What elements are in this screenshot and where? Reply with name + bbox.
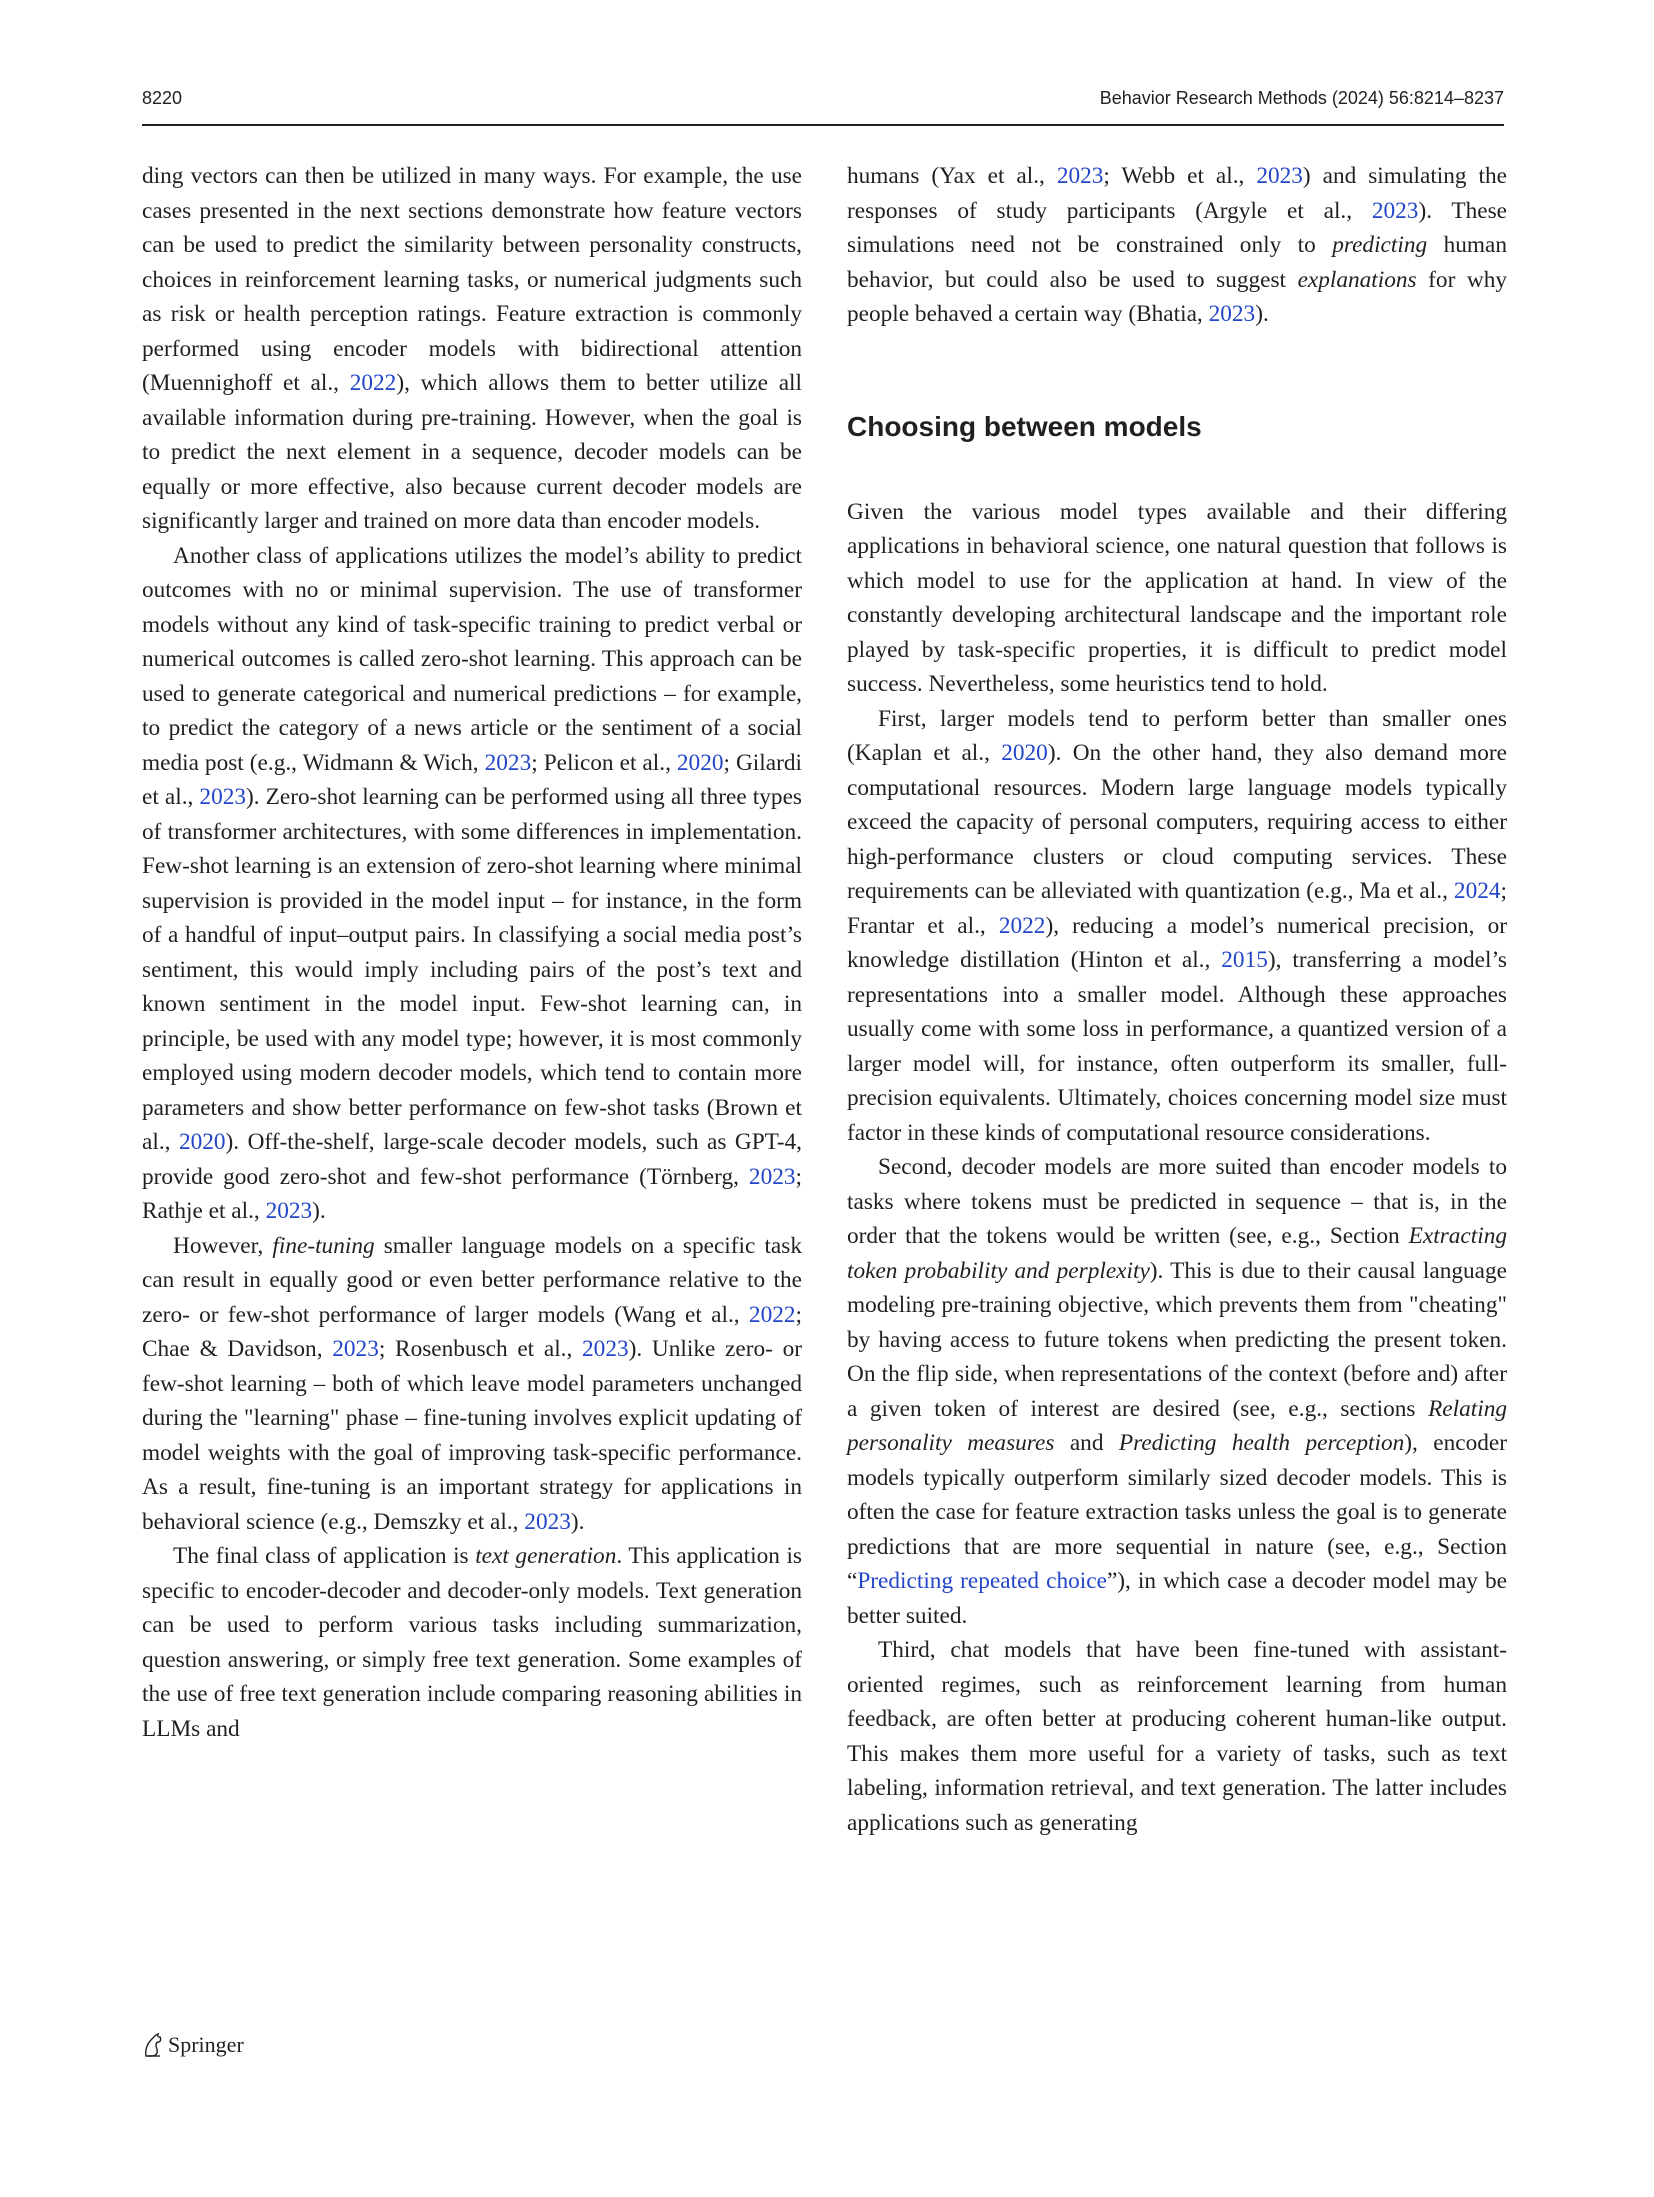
running-header <box>142 88 1504 114</box>
paragraph: Another class of applications utilizes the model’s ability to predict outcomes with no or minimal supervision. The use of transformer models without any kind of task-specific training to predict verbal or numerical outcomes is called zero-shot learning. This approach can be used to generate categorical and numerical predictions – for example, to predict the category of a news article or the sentiment of a social media post (e.g., Widmann & Wich, 2023; Pelicon et al., 2020; Gilardi et al., 2023). Zero-shot learning can be performed using all three types of transformer architectures, with some differences in implementation. Few-shot learning is an extension of zero-shot learning where minimal supervision is provided in the model input – for instance, in the form of a handful of input–output pairs. In classifying a social media post’s sentiment, this would imply including pairs of the post’s text and known sentiment in the model input. Few-shot learning can, in principle, be used with any model type; however, it is most commonly employed using modern decoder models, which tend to contain more parameters and show better performance on few-shot tasks (Brown et al., 2020). Off-the-shelf, large-scale decoder models, such as GPT-4, provide good zero-shot and few-shot performance (Törnberg, 2023; Rathje et al., 2023). <box>142 542 803 1224</box>
publisher-footer <box>142 2030 244 2060</box>
header-rule <box>142 124 1504 126</box>
paragraph: Third, chat models that have been fine-tuned with assistant-oriented regimes, such as reinforcement learning from human feedback, are often better at producing coherent human-like output. This makes them more useful for a variety of tasks, such as text labeling, information retrieval, and text generation. The latter includes applications such as generating <box>847 1637 1507 1836</box>
citation-link[interactable]: 2023 <box>484 749 532 776</box>
citation-link[interactable]: 2023 <box>332 1336 379 1362</box>
citation-link[interactable]: 2023 <box>582 1336 629 1362</box>
citation-link[interactable]: 2020 <box>1001 740 1048 766</box>
paragraph: Second, decoder models are more suited than encoder models to tasks where tokens must be predicted in sequence – that is, in the order that the tokens would be written (see, e.g., Section Extracting token probability and perplexity). This is due to their causal language modeling pre-training objective, which prevents them from "cheating" by having access to future tokens when predicting the present token. On the flip side, when representations of the context (before and) after a given token of interest are desired (see, e.g., sections Relating personality measures and Predicting health perception), encoder models typically outperform similarly sized decoder models. This is often the case for feature extraction tasks unless the goal is to generate predictions that are more sequential in nature (see, e.g., Section “Predicting repeated choice”), in which case a decoder model may be better suited. <box>847 1154 1508 1629</box>
section-link[interactable]: Predicting repeated choice <box>857 1568 1107 1594</box>
citation-link[interactable]: 2023 <box>748 1163 796 1190</box>
left-column <box>142 159 802 1746</box>
section-heading: Choosing between models <box>847 410 1202 442</box>
page-number: 8220 <box>142 88 183 108</box>
citation-link[interactable]: 2023 <box>524 1508 571 1535</box>
paragraph: Given the various model types available and their differing applications in behavioral science, one natural question that follows is which model to use for the application at hand. In view of the constantly developing architectural landscape and the important role played by task-specific properties, it is difficult to predict model success. Nevertheless, some heuristics tend to hold. <box>847 498 1507 697</box>
citation-link[interactable]: 2015 <box>1221 947 1268 973</box>
citation-link[interactable]: 2022 <box>998 912 1046 939</box>
citation-link[interactable]: 2024 <box>1453 878 1501 904</box>
citation-link[interactable]: 2023 <box>1056 163 1104 189</box>
paragraph: However, fine-tuning smaller language models on a specific task can result in equally good or even better performance relative to the zero- or few-shot performance of larger models (Wang et al., 2022; Chae & Davidson, 2023; Rosenbusch et al., 2023). Unlike zero- or few-shot learning – both of which leave model parameters unchanged during the "learning" phase – fine-tuning involves explicit updating of model weights with the goal of improving task-specific performance. As a result, fine-tuning is an important strategy for applications in behavioral science (e.g., Demszky et al., 2023). <box>142 1232 802 1535</box>
springer-horse-icon <box>142 2032 164 2058</box>
citation-link[interactable]: 2023 <box>265 1198 313 1224</box>
citation-link[interactable]: 2020 <box>178 1129 226 1155</box>
citation-link[interactable]: 2020 <box>676 749 724 776</box>
journal-citation: Behavior Research Methods (2024) 56:8214–8237 <box>1099 88 1504 108</box>
paragraph: The final class of application is text generation. This application is specific to encoder-decoder and decoder-only models. Text generation can be used to perform various tasks including summarization, question answering, or simply free text generation. Some examples of the use of free text generation include comparing reasoning abilities in LLMs and <box>142 1543 802 1742</box>
paragraph: First, larger models tend to perform better than smaller ones (Kaplan et al., 2020). On the other hand, they also demand more computational resources. Modern large language models typically exceed the capacity of personal computers, requiring access to either high-performance clusters or cloud computing services. These requirements can be alleviated with quantization (e.g., Ma et al., 2024; Frantar et al., 2022), reducing a model’s numerical precision, or knowledge distillation (Hinton et al., 2015), transferring a model’s representations into a smaller model. Although these approaches usually come with some loss in performance, a quantized version of a larger model will, for instance, often outperform its smaller, full-precision equivalents. Ultimately, choices concerning model size must factor in these kinds of computational resource considerations. <box>847 705 1508 1146</box>
right-column <box>847 159 1507 1840</box>
citation-link[interactable]: 2022 <box>349 370 397 396</box>
paragraph: ding vectors can then be utilized in many ways. For example, the use cases presented in the next sections demonstrate how feature vectors can be used to predict the similarity between personality constructs, choices in reinforcement learning tasks, or numerical judgments such as risk or health perception ratings. Feature extraction is commonly performed using encoder models with bidirectional attention (Muennighoff et al., 2022), which allows them to better utilize all available information during pre-training. However, when the goal is to predict the next element in a sequence, decoder models can be equally or more effective, also because current decoder models are significantly larger and trained on more data than encoder models. <box>142 163 802 534</box>
citation-link[interactable]: 2023 <box>199 784 247 810</box>
citation-link[interactable]: 2023 <box>1371 197 1419 224</box>
publisher-name: Springer <box>168 2032 244 2057</box>
citation-link[interactable]: 2022 <box>748 1301 796 1328</box>
citation-link[interactable]: 2023 <box>1256 163 1303 189</box>
citation-link[interactable]: 2023 <box>1208 301 1256 327</box>
paragraph: humans (Yax et al., 2023; Webb et al., 2023) and simulating the responses of study participants (Argyle et al., 2023). These simulations need not be constrained only to predicting human behavior, but could also be used to suggest explanations for why people behaved a certain way (Bhatia, 2023). <box>847 163 1508 327</box>
